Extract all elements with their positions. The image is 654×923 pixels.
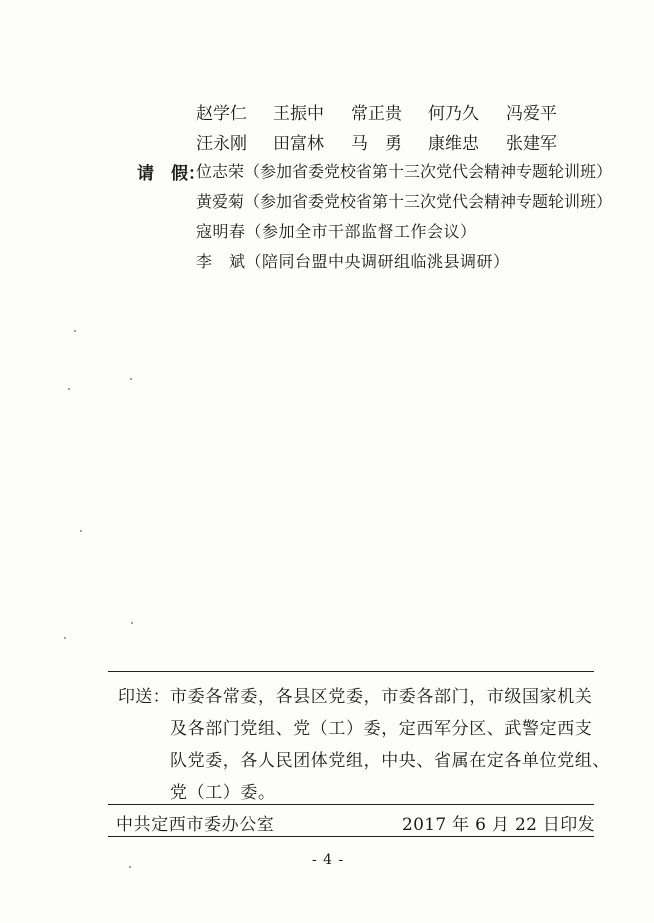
- distribution-line: 市委各常委，各县区党委，市委各部门，市级国家机关: [170, 687, 593, 707]
- attendee-name: 王振中: [273, 104, 324, 124]
- issue-date: 2017 年 6 月 22 日印发: [402, 815, 595, 835]
- scan-speck: [130, 378, 132, 380]
- page-number: - 4 -: [312, 852, 345, 868]
- top-divider: [108, 671, 594, 672]
- attendee-name: 田富林: [273, 134, 324, 154]
- attendee-name: 康维忠: [428, 134, 479, 154]
- bottom-divider: [108, 836, 594, 837]
- distribution-line: 及各部门党组、党（工）委，定西军分区、武警定西支: [170, 719, 593, 739]
- attendee-name: 马 勇: [351, 134, 402, 154]
- leave-label: 请 假：: [137, 164, 205, 184]
- scan-speck: [68, 388, 70, 390]
- scan-speck: [74, 330, 76, 332]
- leave-entry: 李 斌（陪同台盟中央调研组临洮县调研）: [196, 252, 510, 271]
- leave-entry: 位志荣（参加省委党校省第十三次党代会精神专题轮训班）: [196, 162, 613, 181]
- scan-speck: [64, 637, 66, 639]
- attendee-name: 冯爱平: [506, 104, 557, 124]
- scan-speck: [131, 622, 133, 624]
- middle-divider: [108, 804, 594, 805]
- scan-speck: [129, 866, 131, 868]
- attendee-name: 张建军: [506, 134, 557, 154]
- attendee-name: 赵学仁: [196, 104, 247, 124]
- distribution-label: 印送：: [118, 687, 170, 707]
- issuer: 中共定西市委办公室: [116, 815, 275, 835]
- leave-entry: 寇明春（参加全市干部监督工作会议）: [196, 222, 477, 241]
- distribution-line: 队党委，各人民团体党组，中央、省属在定各单位党组、: [170, 751, 610, 771]
- scan-speck: [80, 530, 82, 532]
- attendee-name: 汪永刚: [196, 134, 247, 154]
- attendee-name: 何乃久: [428, 104, 479, 124]
- attendee-name: 常正贵: [351, 104, 402, 124]
- leave-entry: 黄爱菊（参加省委党校省第十三次党代会精神专题轮训班）: [196, 192, 613, 211]
- distribution-line: 党（工）委。: [170, 783, 276, 803]
